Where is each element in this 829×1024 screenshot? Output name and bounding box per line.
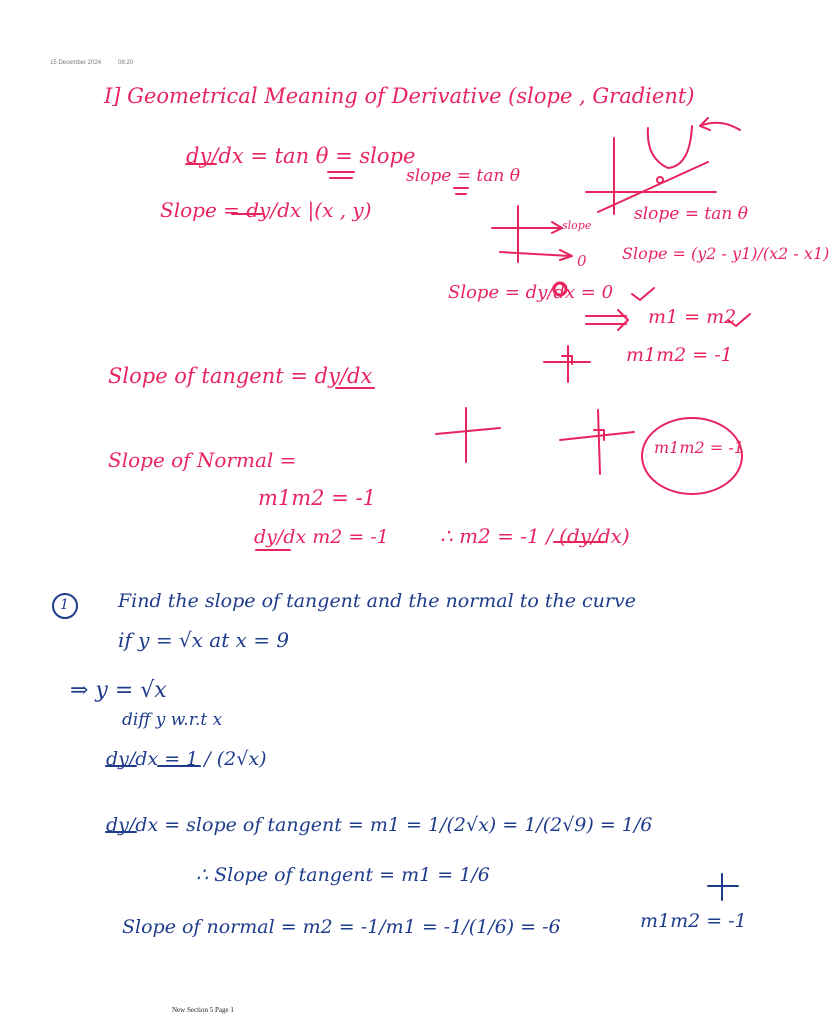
therefore-m2-equation: ∴ m2 = -1 / (dy/dx) [440, 524, 630, 548]
dydx-tan-slope-equation: dy/dx = tan θ = slope [186, 144, 416, 168]
step-y-equals-root-x: ⇒ y = √x [70, 678, 167, 703]
perpendicular-sketch [544, 346, 590, 382]
double-arrow [586, 310, 628, 330]
slope-at-point-equation: Slope = dy/dx |(x , y) [160, 198, 372, 222]
slope-of-tangent-definition: Slope of tangent = dy/dx [108, 364, 373, 388]
step-normal-check: m1m2 = -1 [640, 910, 747, 932]
title-arrow-flourish [700, 118, 740, 130]
tangent-curve-sketch [586, 126, 716, 214]
boxed-relation-circle [642, 418, 742, 494]
normal-relation-equation: dy/dx m2 = -1 [254, 526, 389, 548]
normal-cross-sketch [560, 410, 634, 474]
two-point-slope-formula: Slope = (y2 - y1)/(x2 - x1) [622, 244, 829, 263]
axes-arrow-sketch [492, 206, 572, 262]
notes-title: I] Geometrical Meaning of Derivative (slope , Gradient) [104, 84, 695, 108]
plus-sketch [708, 874, 738, 900]
check-mark-2 [728, 314, 750, 326]
slope-of-normal-definition: Slope of Normal = [108, 448, 297, 472]
problem-number: 1 [60, 597, 69, 613]
tan-underline [454, 188, 468, 194]
check-mark [632, 288, 654, 300]
perpendicular-m1m2-note: m1m2 = -1 [626, 344, 733, 366]
step-slope-of-normal: Slope of normal = m2 = -1/m1 = -1/(1/6) = -6 [122, 916, 561, 938]
page-footer: New Section 5 Page 1 [172, 1006, 234, 1014]
problem-statement: Find the slope of tangent and the normal to the curve [118, 590, 636, 612]
step-tangent-result: ∴ Slope of tangent = m1 = 1/6 [196, 864, 490, 886]
step-slope-of-tangent: dy/dx = slope of tangent = m1 = 1/(2√x) = 1/(2√9) = 1/6 [106, 814, 653, 836]
boxed-m1m2-relation: m1m2 = -1 [654, 438, 744, 457]
arrow-slope-label: slope [562, 219, 592, 232]
right-slope-tan-note: slope = tan θ [634, 204, 748, 224]
normal-product-equation: m1m2 = -1 [258, 486, 376, 510]
problem-number-circle [53, 594, 77, 618]
problem-condition: if y = √x at x = 9 [118, 628, 290, 652]
circled-zero [554, 283, 566, 295]
slope-dydx-zero-note: Slope = dy/dx = 0 [448, 282, 614, 303]
page-date: 15 December 2024 [50, 60, 102, 66]
parallel-m1-eq-m2: m1 = m2 [648, 306, 737, 328]
tangent-cross-sketch [436, 408, 500, 462]
page-time: 08:20 [118, 60, 134, 66]
arrow-zero-label: 0 [577, 252, 587, 270]
step-differentiate: diff y w.r.t x [122, 710, 223, 730]
step-derivative: dy/dx = 1 / (2√x) [106, 748, 267, 770]
slope-underline [328, 172, 354, 178]
slope-equals-tan-note: slope = tan θ [406, 166, 520, 186]
